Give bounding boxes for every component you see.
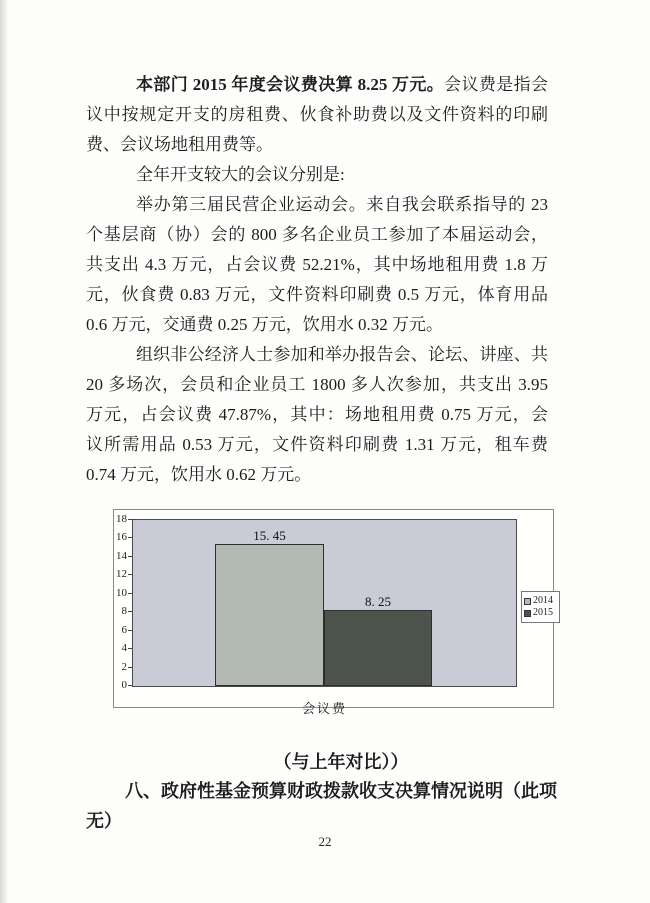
bar-value-label-2014: 15. 45 bbox=[253, 528, 286, 543]
body-line: 举办第三届民营企业运动会。来自我会联系指导的 23 bbox=[136, 195, 548, 214]
legend-swatch-2014-icon bbox=[524, 598, 531, 605]
plot-area bbox=[132, 519, 517, 687]
section-heading-line1: 八、政府性基金预算财政拨款收支决算情况说明（此项 bbox=[125, 781, 557, 801]
y-axis-tick-6: 6 bbox=[121, 623, 127, 636]
body-text bbox=[86, 70, 548, 490]
y-axis-tick-0: 0 bbox=[121, 679, 127, 691]
y-axis-tick-2: 2 bbox=[121, 660, 127, 673]
body-line: 议所需用品 0.53 万元，文件资料印刷费 1.31 万元，租车费 bbox=[86, 435, 548, 454]
body-line: 议中按规定开支的房租费、伙食补助费以及文件资料的印刷 bbox=[86, 105, 548, 124]
y-axis-tick-12: 12 bbox=[116, 568, 127, 581]
body-line: 0.6 万元，交通费 0.25 万元，饮用水 0.32 万元。 bbox=[86, 315, 443, 334]
body-line: 个基层商（协）会的 800 多名企业员工参加了本届运动会， bbox=[86, 225, 548, 244]
body-line: 全年开支较大的会议分别是: bbox=[136, 165, 345, 184]
legend-label-2014: 2014 bbox=[533, 595, 553, 606]
bar-2015 bbox=[324, 610, 432, 686]
bar-chart-figure bbox=[113, 509, 554, 716]
body-line: 费、会议场地租用费等。 bbox=[86, 135, 273, 154]
body-line bbox=[86, 70, 548, 100]
body-line-text: 会议费是指会 bbox=[444, 75, 548, 94]
y-axis-tick-14: 14 bbox=[116, 549, 127, 562]
y-axis-tick-10: 10 bbox=[116, 586, 127, 599]
x-axis-label: 会议费 bbox=[301, 701, 347, 716]
bar-group-2015 bbox=[324, 594, 432, 686]
y-axis bbox=[114, 513, 132, 691]
body-line: 20 多场次，会员和企业员工 1800 多人次参加，共支出 3.95 bbox=[86, 375, 548, 394]
body-line: 0.74 万元，饮用水 0.62 万元。 bbox=[86, 465, 312, 484]
y-axis-tick-18: 18 bbox=[116, 513, 127, 525]
legend-item-2015 bbox=[524, 607, 557, 619]
bar-2014 bbox=[215, 544, 324, 686]
scan-edge-artifact bbox=[0, 0, 9, 903]
body-line: 元，伙食费 0.83 万元，文件资料印刷费 0.5 万元，体育用品 bbox=[86, 285, 548, 304]
bar-value-label-2015: 8. 25 bbox=[365, 594, 391, 609]
chart-caption: （与上年对比）） bbox=[273, 752, 409, 772]
body-line: 共支出 4.3 万元，占会议费 52.21%，其中场地租用费 1.8 万 bbox=[86, 255, 548, 274]
legend-label-2015: 2015 bbox=[533, 607, 553, 618]
bar-group-2014 bbox=[215, 528, 324, 686]
chart-legend bbox=[521, 591, 560, 623]
page-number: 22 bbox=[318, 834, 332, 849]
body-line: 组织非公经济人士参加和举办报告会、论坛、讲座、共 bbox=[136, 345, 548, 364]
y-axis-tick-16: 16 bbox=[116, 531, 127, 544]
y-axis-tick-8: 8 bbox=[121, 605, 127, 618]
legend-item-2014 bbox=[524, 595, 557, 607]
bold-lead-text: 本部门 2015 年度会议费决算 8.25 万元。 bbox=[136, 75, 445, 94]
y-axis-tick-4: 4 bbox=[121, 642, 127, 655]
section-heading-line2: 无） bbox=[86, 811, 122, 831]
body-line: 万元，占会议费 47.87%，其中：场地租用费 0.75 万元，会 bbox=[86, 405, 548, 424]
legend-swatch-2015-icon bbox=[524, 610, 531, 617]
